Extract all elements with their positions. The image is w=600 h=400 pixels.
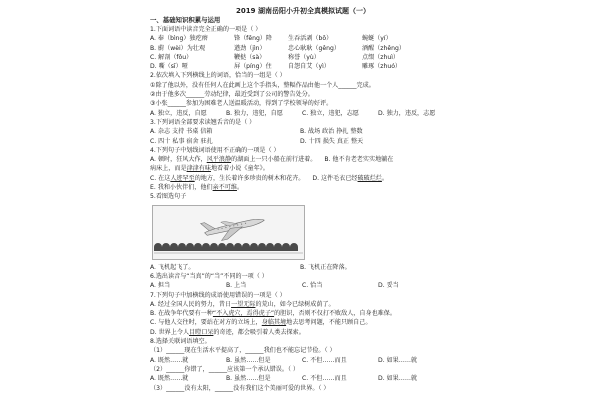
option-b-text: B. 在战争年代要有一种	[150, 310, 213, 318]
option-item: A. 奉（bìng）独疙瘩	[150, 35, 208, 43]
option-item: 称誉（yù）	[288, 53, 320, 61]
option-a: A. 杂志 支持 书桌 信箱	[150, 128, 213, 136]
underlined-word: 津津有味	[186, 165, 211, 173]
question-5-stem: 5.看图选句子	[150, 193, 187, 201]
underlined-idiom: 一望无际	[231, 300, 256, 308]
option-item: 屏（píng）住	[234, 63, 272, 71]
question-7-option-a	[150, 300, 456, 309]
option-b: B. 上当	[226, 282, 247, 290]
question-8-item-2: （2）______你错了，______应该第一个承认错误。（ ）	[150, 365, 300, 373]
question-2-sentence-3: ③小张______参加为困难老人送温暖活动，得到了学校领导的好评。	[150, 100, 333, 108]
option-c: C. 恰当	[302, 282, 323, 290]
option-item: 雕琢（zhuó）	[362, 63, 402, 71]
option-e-text: 。	[236, 184, 244, 192]
question-1-option-a	[150, 34, 456, 43]
question-3-options-cd	[150, 137, 456, 146]
option-b-text: B. 他不肯老老实实地躺在	[324, 156, 394, 164]
option-b-text: 地看着小说《童年》。	[210, 165, 269, 173]
option-d: D. 如果……就	[378, 375, 418, 383]
exam-paper	[150, 6, 456, 393]
question-2-stem: 2.依次填入下列横线上的词语，恰当的一组是（ ）	[150, 72, 286, 80]
question-6-stem: 6.选出读音与“当真”的“当”不同的一项（ ）	[150, 272, 268, 280]
question-3-stem: 3.下列词语全部要求读翘舌音的是（ ）	[150, 118, 256, 126]
option-d: D. 妥当	[378, 282, 399, 290]
option-item: 生吞活剥（bō）	[288, 35, 333, 43]
question-4-option-e	[150, 183, 456, 192]
option-item: 鞭挞（sà）	[234, 53, 266, 61]
question-8-item-1-options	[150, 356, 456, 365]
underlined-idiom: 身临其境	[261, 319, 287, 327]
option-b: B. 虽然……但是	[226, 356, 271, 364]
question-1-option-d	[150, 62, 456, 71]
option-item: 蜿蜒（yí）	[362, 35, 392, 43]
question-7-option-d	[150, 328, 456, 337]
option-item: D. 嘶（sī）哑	[150, 63, 188, 71]
option-b: B. 战场 政治 挣扎 整数	[300, 128, 363, 136]
option-d: D. 独力，违反，志愿	[378, 109, 436, 117]
option-d-text: 的奇迹，都会吸引着人类去探索。	[213, 328, 305, 336]
question-4-options-ab	[150, 155, 456, 164]
underlined-idiom: 目瞪口呆	[189, 328, 214, 336]
paper-title: 2019 湖南岳阳小升初全真模拟试题（一）	[236, 7, 370, 15]
underlined-word: 风平浪静	[206, 156, 232, 164]
underlined-word: 破破烂烂	[357, 174, 382, 182]
question-3-options-ab	[150, 127, 456, 136]
option-b: B. 虽然……但是	[226, 375, 271, 383]
underlined-word: 亲不可维	[212, 184, 237, 192]
question-1-option-c	[150, 53, 456, 62]
option-item: C. 解剖（fǒu）	[150, 53, 193, 61]
option-b-text: 病床上，而是	[150, 165, 187, 173]
section-heading: 一、基础知识积累与运用	[150, 16, 221, 24]
option-c-text: C. 与他人交往时，要站在对方的立场上，	[150, 319, 262, 327]
option-a-text: 的湖面上一只小船在前行进着。	[231, 156, 317, 164]
question-4-option-b-continued	[150, 164, 456, 173]
question-5-options	[150, 263, 456, 272]
question-7-option-b	[150, 309, 456, 318]
question-8-item-2-options	[150, 374, 456, 383]
underlined-word: 人迹罕至	[170, 174, 195, 182]
option-c: C. 独立，违犯，志愿	[302, 109, 359, 117]
question-2-sentence-2: ②由于他多次______劳动纪律，最近受到了公司的警告处分。	[150, 91, 314, 99]
question-1-option-b	[150, 44, 456, 53]
option-item: 锋（fēng）降	[234, 35, 272, 43]
question-7-option-c	[150, 318, 456, 327]
option-c: C. 四十 私事 宿舍 驻扎	[150, 137, 213, 145]
option-a: A. 担当	[150, 282, 171, 290]
option-c-text: 的地方，生长着许多珍贵的树木和花卉。	[194, 174, 305, 182]
airplane-figure	[152, 205, 305, 260]
option-c-text: C. 在这	[150, 174, 171, 182]
question-1-stem: 1.下面词语中读音完全正确的一项是（ ）	[150, 26, 262, 33]
option-e-text: E. 我和小伙伴们，他们	[150, 184, 213, 192]
option-b: B. 独力，违犯，自愿	[226, 109, 283, 117]
option-d: D. 十四 损失 真正 整天	[300, 137, 364, 145]
question-6-options	[150, 281, 456, 290]
option-item: 酒醒（zhěng）	[362, 44, 405, 52]
underlined-idiom: “不入虎穴，焉得虎子”	[212, 310, 275, 318]
option-d-text: 。	[381, 174, 388, 182]
option-c: C. 不但……而且	[302, 356, 347, 364]
question-8-item-3: （3）______没有太阳，______没有我们这个美丽可爱的世界。（ ）	[150, 384, 330, 392]
option-d-text: D. 世界上令人	[150, 328, 190, 336]
option-d: D. 如果……就	[378, 356, 418, 364]
option-item: 遒劲（jìn）	[234, 44, 266, 52]
option-a: A. 既然……就	[150, 356, 189, 364]
option-item: 点缀（zhuì）	[362, 53, 399, 61]
question-2-options	[150, 109, 456, 118]
option-b-text: 的胆识，否则不仅打不败敌人，自身也难保。	[274, 310, 396, 318]
option-c-text: 地去思考问题，不能只顾自己。	[286, 319, 372, 327]
question-7-stem: 7.下列句子中加横线的成语使用错误的一项是（ ）	[150, 291, 286, 299]
option-a: A. 独立，违反，自愿	[150, 109, 207, 117]
question-2-sentence-1: ①除了他以外，没有任何人在此画上这个手指头，整幅作品由他一个人______完成。	[150, 81, 375, 89]
option-a: A. 飞机起飞了。	[150, 263, 195, 271]
option-d-text: D. 这件毛衣已经	[312, 174, 358, 182]
option-c: C. 不但……而且	[302, 375, 347, 383]
question-4-stem: 4.下列句子中划线词语使用不正确的一项是（ ）	[150, 146, 280, 154]
option-a-text: A. 顿时，狂风大作，	[150, 156, 207, 164]
question-8-item-1: （1）______现在生活水平提高了，______我们也不能忘记节俭。（ ）	[150, 347, 336, 355]
question-8-stem: 8.选择关联词语填空。	[150, 338, 211, 346]
option-a-text: A. 经过全国人民的努力，昔日	[150, 300, 232, 308]
option-a-text: 的荒山，如今已绿树成荫了。	[255, 300, 335, 308]
option-a: A. 既然……就	[150, 375, 189, 383]
option-item: 自怨自艾（yì）	[288, 63, 330, 71]
question-4-options-cd	[150, 174, 456, 183]
option-b: B. 飞机正在降落。	[300, 263, 351, 271]
option-item: B. 蔚（wèi）为壮观	[150, 44, 206, 52]
option-item: 忠心耿耿（gěng）	[288, 44, 340, 52]
